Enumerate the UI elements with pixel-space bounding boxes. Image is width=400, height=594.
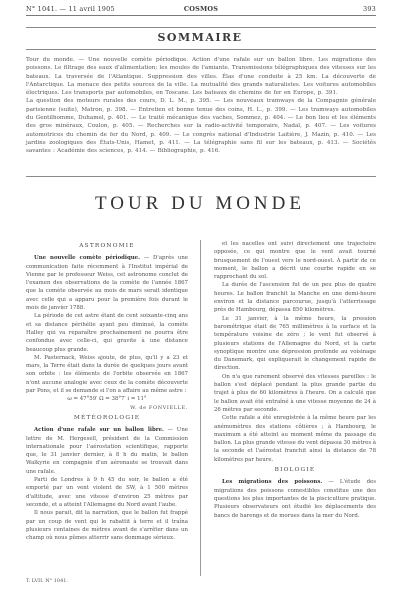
article-paragraph: [214, 315, 376, 373]
article-paragraph: [26, 254, 188, 312]
sommaire-top-rule: [26, 27, 376, 28]
article-body: M. Pasternack, Weiss ajoute, de plus, qu'il y a 23 et mars, la Terre était dans la durée de quelques jours avant son orbite : les éléments de l'orbite observée en 1867 n'ont aucune analogie avec ceux de la comète découverte par Pons, et il se demande si l'on a affaire au même astre :: [26, 354, 188, 395]
issue-number: N° 1041. — 11 avril 1905: [26, 5, 115, 13]
article-body: La durée de l'ascension fut de un peu plus de quatre heures. Le ballon franchit la Manche en une demi-heure environ et la distance parcourue, jusqu'à l'atterrissage près de Hambourg, dépassa 850 kilomètres.: [214, 282, 376, 314]
article-paragraph: [26, 426, 188, 476]
article-paragraph: [26, 476, 188, 509]
article-body: Parti de Londres à 9 h 45 du soir, le ballon a été emporté par un vent violent de SW, à 1 500 mètres d'altitude, avec une vitesse d'environ 25 mètres par seconde, et a atteint l'Allemagne du Nord avant l'aube.: [26, 477, 188, 508]
footer-signature: T. LVII. N° 1041.: [26, 578, 69, 584]
article-paragraph: [26, 312, 188, 353]
article-title: Les migrations des poissons.: [222, 479, 323, 486]
section-divider: [26, 176, 376, 177]
sommaire-paragraph: Tour du monde. — Une nouvelle comète périodique. Action d'une rafale sur un ballon libre. Les migrations des poissons. Le filtrage des eaux d'alimentation; les moules de l'amiante. Transmissions télégraphiques des vitesses sur les bateaux. La traversée de l'Atlantique. Suppression des villes. Élas d'une conduite à 25 km. La découverte de l'Antarctique. La menace des petits sources de la ville. La mutualité des grands naturalistes. Les voitures automobiles électriques. Les transports par automobiles, en Toscane. Les bateaux de chemins de fer en Europe, p. 391.: [26, 57, 376, 97]
section-heading: MÉTÉOROLOGIE: [73, 414, 141, 421]
orbital-elements: ω = 47°59′ Ω = 38°7′ i = 11°: [67, 396, 147, 403]
article-title: Action d'une rafale sur un ballon libre.: [34, 427, 164, 434]
author-signature: W. de FONVIELLE.: [130, 404, 188, 411]
article-body: Il nous parait, dit la narration, que le ballon fut frappé par un coup de vent qui le rabattit à terre et il traîna plusieurs centaines de mètres avant de s'arrêter dans un champ où nous pûmes atterrir sans dommage sérieux.: [26, 510, 188, 542]
article-paragraph: [214, 478, 376, 519]
column-divider: [200, 240, 201, 576]
article-paragraph: [214, 281, 376, 314]
article-body: — L'étude des migrations des poissons comestibles constitue une des questions les plus importantes de la pisciculture pratique. Plusieurs observateurs ont étudié les déplacements des bancs de harengs et de morues dans la mer du Nord.: [214, 479, 376, 519]
article-paragraph: [214, 373, 376, 414]
article-title: Une nouvelle comète périodique.: [34, 255, 140, 262]
journal-title: COSMOS: [183, 5, 219, 13]
right-column: [214, 240, 376, 520]
article-body: Cette rafale a été enregistrée à la même heure par les anémomètres des stations côtières ; à Hambourg, le maximum a été atteint au moment même du passage du ballon. La plus grande vitesse du vent dépassa 30 mètres à la seconde et l'aérostat franchit ainsi la distance de 78 kilomètres par heure.: [214, 415, 377, 463]
section-heading: ASTRONOMIE: [79, 243, 135, 249]
article-body: La période de cet astre étant de cent soixante-cinq ans et sa distance périhélie ayant peu diminué, la comète Halley qui va reparaître prochainement ne pourra être confondue avec celle-ci, qui gravite à une distance beaucoup plus grande.: [26, 313, 188, 353]
sommaire-paragraph: La question des moteurs rurales des cours, D. L. M., p. 395. — Les nouveaux tramways de la Compagnie générale parisienne (suite), Matron, p. 398. — Entretien et bonne tenue des coins, H. L., p. 399. — Les tramways automobiles du Gentilhomme, Duhamel, p. 401. — Le traité mécanique des vaches, Sommez, p. 404. — Le bon lieu et les éléments des gros minéraux, Coulon, p. 405. — Recherches sur la radio-activité temporaire, Nadal, p. 407. — Les voitures automotrices du chemin de fer du Nord, p. 409. — Le congrès national d'Industrie Laitière, J. Mazin, p. 410. — Les jardins zoologiques des États-Unis, Hamet, p. 411. — La télégraphie sans fil sur les bateaux, p. 413. — Sociétés savantes : Académie des sciences, p. 414. — Bibliographie, p. 416.: [26, 98, 376, 155]
article-body: On n'a que rarement observé des vitesses pareilles : le ballon s'est déplacé pendant la plus grande partie du trajet à plus de 60 kilomètres à l'heure. On a calculé que le ballon avait été entraîné à une vitesse moyenne de 24 à 26 mètres par seconde.: [214, 373, 376, 413]
running-header: [26, 4, 376, 16]
article-paragraph: [26, 354, 188, 395]
left-column: [26, 240, 188, 542]
article-body: Le 31 janvier, à la même heure, la pression barométrique était de 765 millimètres à la surface et la température voisine de zéro ; le vent fut observé à plusieurs stations de l'Allemagne du Nord, et la carte synoptique montre une dépression profonde au voisinage du Danemark, qui expliquerait le changement rapide de direction.: [214, 315, 376, 372]
section-heading: BIOLOGIE: [274, 467, 316, 474]
page-number: 393: [362, 5, 376, 13]
sommaire-bottom-rule: [26, 49, 376, 50]
article-paragraph: [214, 240, 376, 281]
article-body: — D'après une communication faite récemment à l'Institut impérial de Vienne par le professeur Weiss, cet astronome conclut de l'examen des observations de la comète de l'année 1867 que la comète observée au mois de mars serait identique avec celle qui a apparu pour la première fois durant le mois de janvier 1788.: [26, 255, 188, 312]
article-paragraph: [26, 509, 188, 542]
tour-du-monde-title: TOUR DU MONDE: [95, 193, 305, 214]
article-body: — Une lettre de M. Hergesell, président de la Commission internationale pour l'aérostation scientifique, rapporte que, le 31 janvier dernier, à 8 h du matin, le ballon Walkyrie en compagnie d'un aéronaute se trouvait dans une rafale.: [26, 427, 188, 475]
article-paragraph: [214, 414, 376, 464]
article-body: et les nacelles ont suivi directement une trajectoire opposée, ce qui montre que le vent avait tourné brusquement de l'ouest vers le nord-ouest. À partir de ce moment, le ballon a décrit une courbe rapide en se rapprochant du sol.: [214, 241, 376, 281]
sommaire-title: SOMMAIRE: [157, 31, 243, 44]
sommaire-text: [26, 56, 376, 156]
